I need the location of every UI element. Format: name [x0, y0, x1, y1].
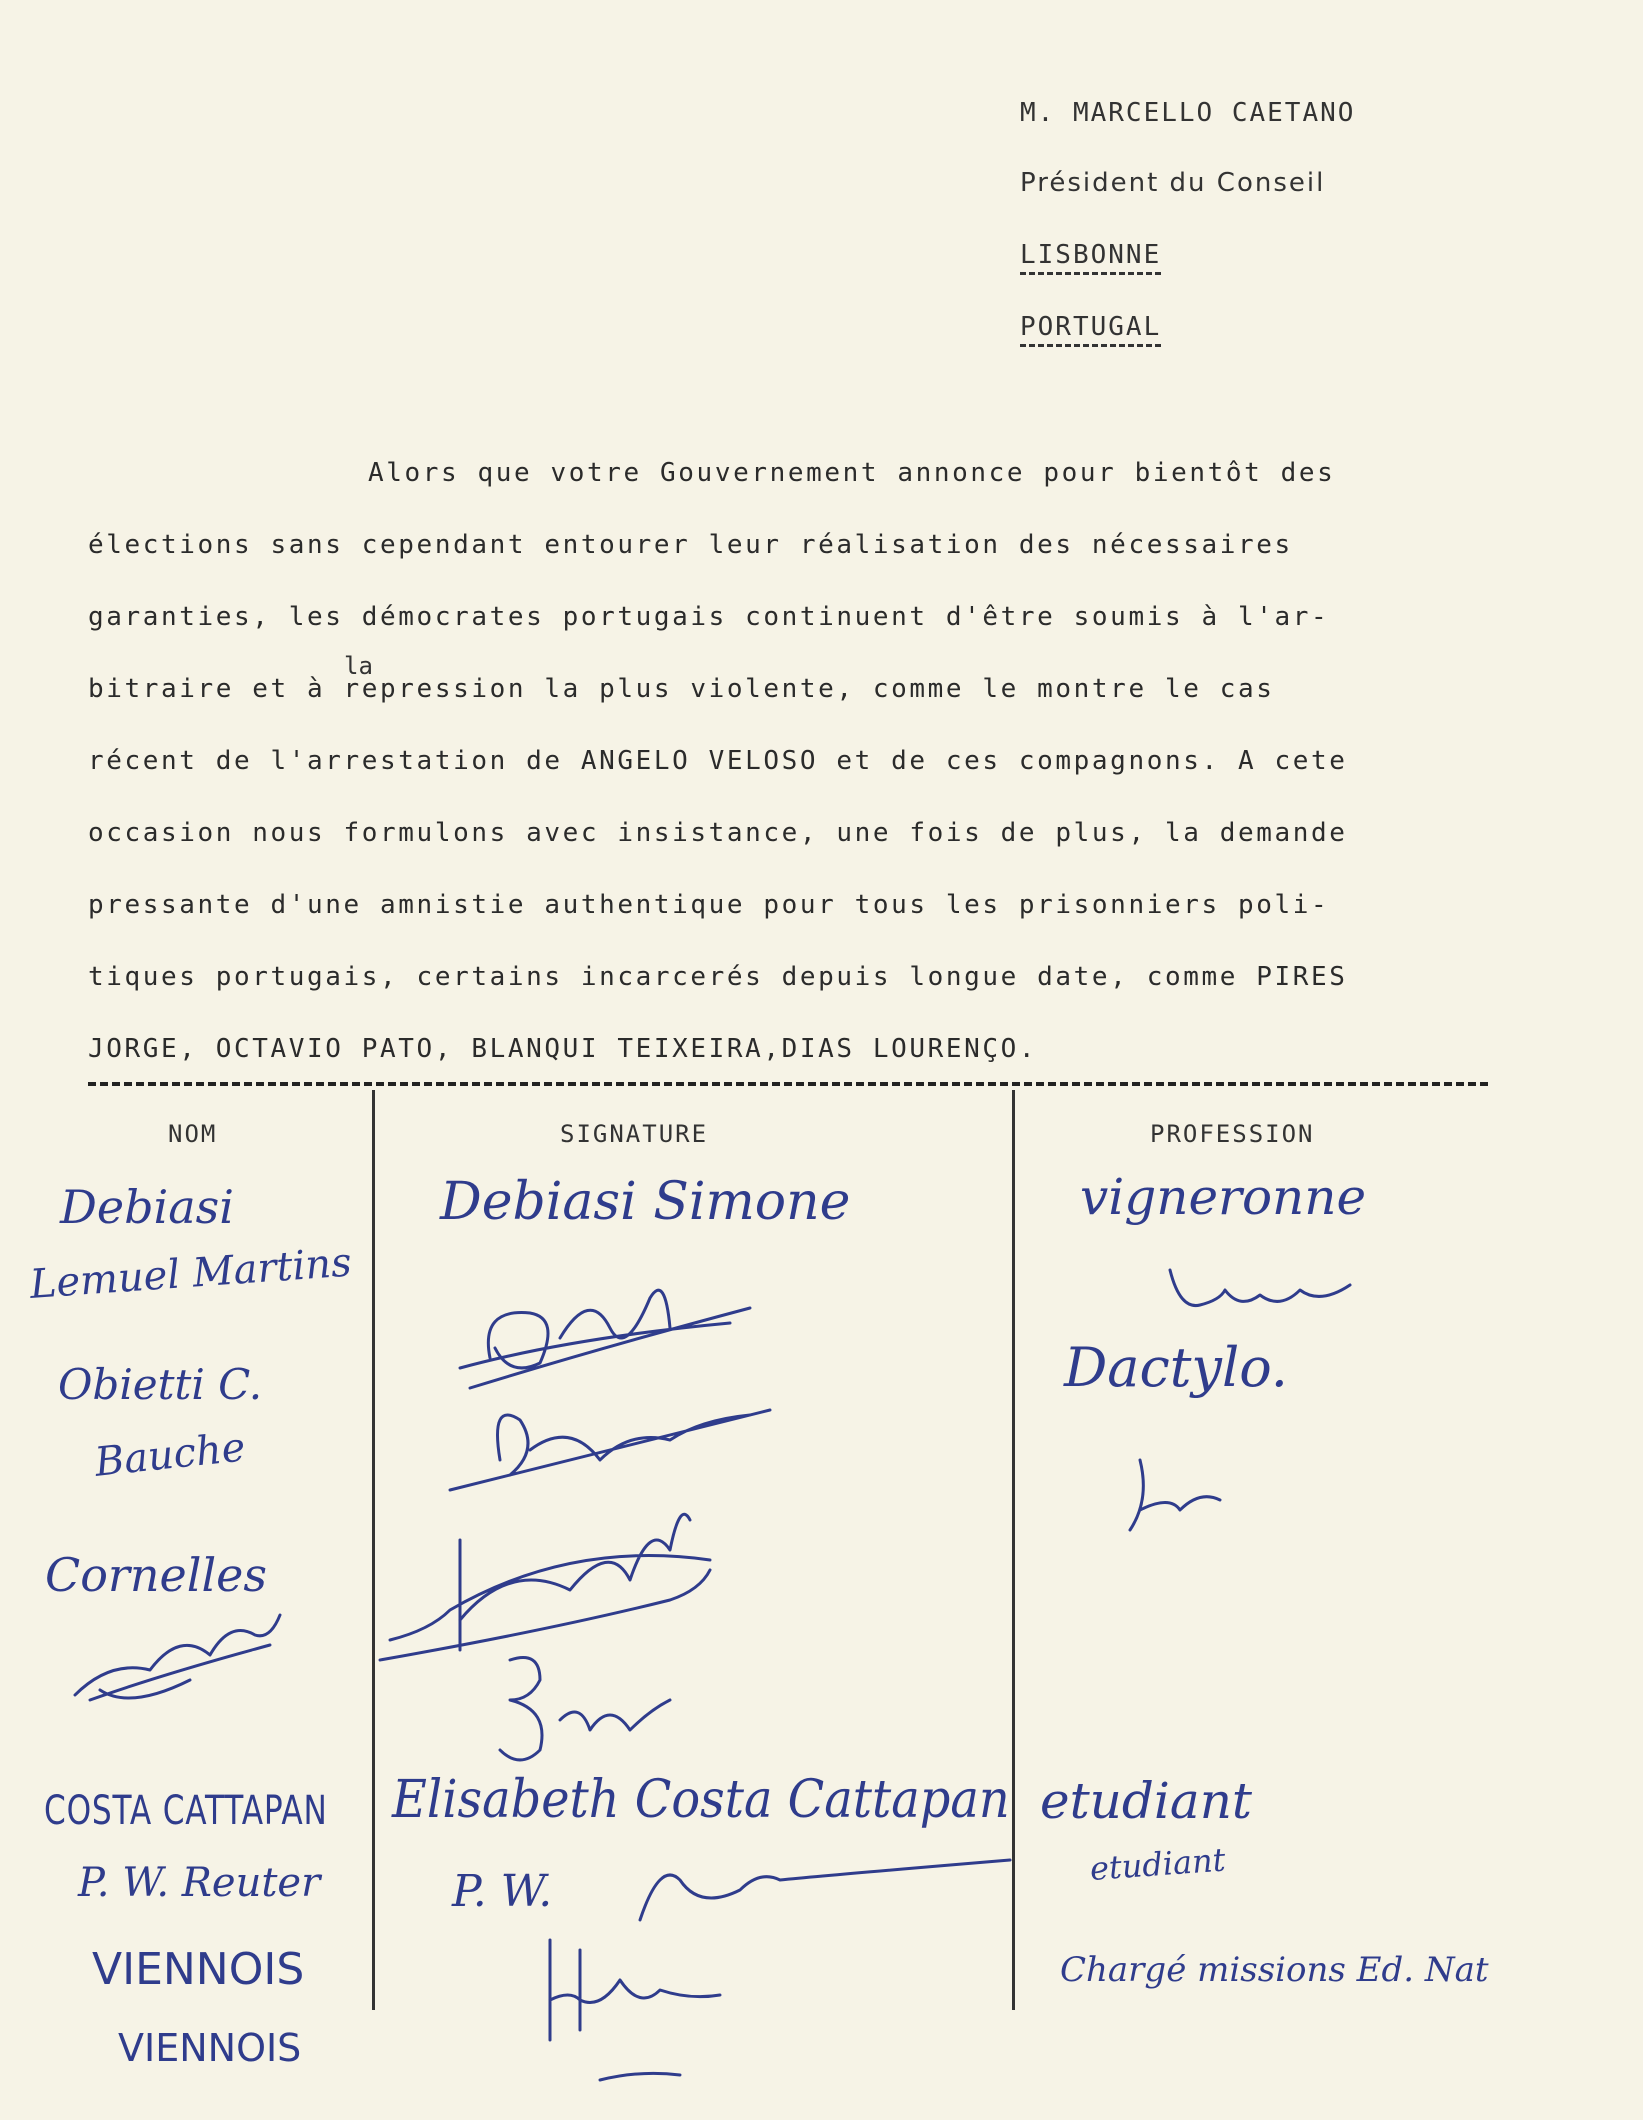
handwritten-signature: P. W. [452, 1866, 553, 1917]
handwritten-name: Lemuel Martins [28, 1239, 354, 1308]
signature-scrawl [600, 1840, 1020, 1930]
handwritten-name: P. W. Reuter [78, 1860, 321, 1906]
handwritten-name: Debiasi [60, 1180, 235, 1234]
signature-scrawl [480, 1640, 700, 1790]
handwritten-signature: Debiasi Simone [440, 1172, 851, 1232]
handwritten-name: COSTA CATTAPAN [44, 1788, 328, 1834]
letter-line: garanties, les démocrates portugais continuent d'être soumis à l'ar- [88, 602, 1330, 632]
handwritten-profession: Chargé missions Ed. Nat [1060, 1950, 1489, 1990]
letter-line: occasion nous formulons avec insistance, une fois de plus, la demande [88, 818, 1348, 848]
letter-line: tiques portugais, certains incarcerés depuis longue date, comme PIRES [88, 962, 1348, 992]
recipient-title: Président du Conseil [1020, 168, 1326, 198]
signature-scrawl [450, 1268, 770, 1398]
handwritten-name: VIENNOIS [118, 2026, 302, 2070]
letter-line: bitraire et à repression la plus violente, comme le montre le cas [88, 674, 1275, 704]
letter-line: pressante d'une amnistie authentique pour tous les prisonniers poli- [88, 890, 1330, 920]
letter-line: élections sans cependant entourer leur réalisation des nécessaires [88, 530, 1293, 560]
handwritten-name: Bauche [92, 1424, 248, 1486]
header-profession: PROFESSION [1150, 1120, 1315, 1148]
handwritten-profession: vigneronne [1080, 1168, 1367, 1226]
recipient-country: PORTUGAL [1020, 312, 1161, 347]
handwritten-profession: etudiant [1040, 1772, 1252, 1830]
header-signature: SIGNATURE [560, 1120, 709, 1148]
handwritten-name: Cornelles [45, 1548, 267, 1602]
header-nom: NOM [168, 1120, 218, 1148]
signature-scrawl [1150, 1250, 1370, 1330]
handwritten-profession: etudiant [1088, 1840, 1227, 1888]
signature-scrawl [520, 1920, 760, 2100]
letter-line: JORGE, OCTAVIO PATO, BLANQUI TEIXEIRA,DIAS LOURENÇO. [88, 1034, 1038, 1064]
handwritten-signature: Elisabeth Costa Cattapan [392, 1770, 1010, 1830]
letter-line: récent de l'arrestation de ANGELO VELOSO et de ces compagnons. A cete [88, 746, 1348, 776]
handwritten-name: Obietti C. [58, 1360, 263, 1409]
table-rule [88, 1082, 1488, 1086]
letter-insert: la [344, 652, 373, 680]
handwritten-name: VIENNOIS [92, 1944, 305, 1995]
handwritten-profession: Dactylo. [1064, 1336, 1288, 1399]
signature-scrawl [1110, 1440, 1240, 1540]
signature-scrawl [70, 1600, 290, 1720]
bleed-through [180, 118, 660, 268]
recipient-name: M. MARCELLO CAETANO [1020, 98, 1356, 128]
recipient-city: LISBONNE [1020, 240, 1161, 275]
letter-line: Alors que votre Gouvernement annonce pour bientôt des [368, 458, 1336, 488]
